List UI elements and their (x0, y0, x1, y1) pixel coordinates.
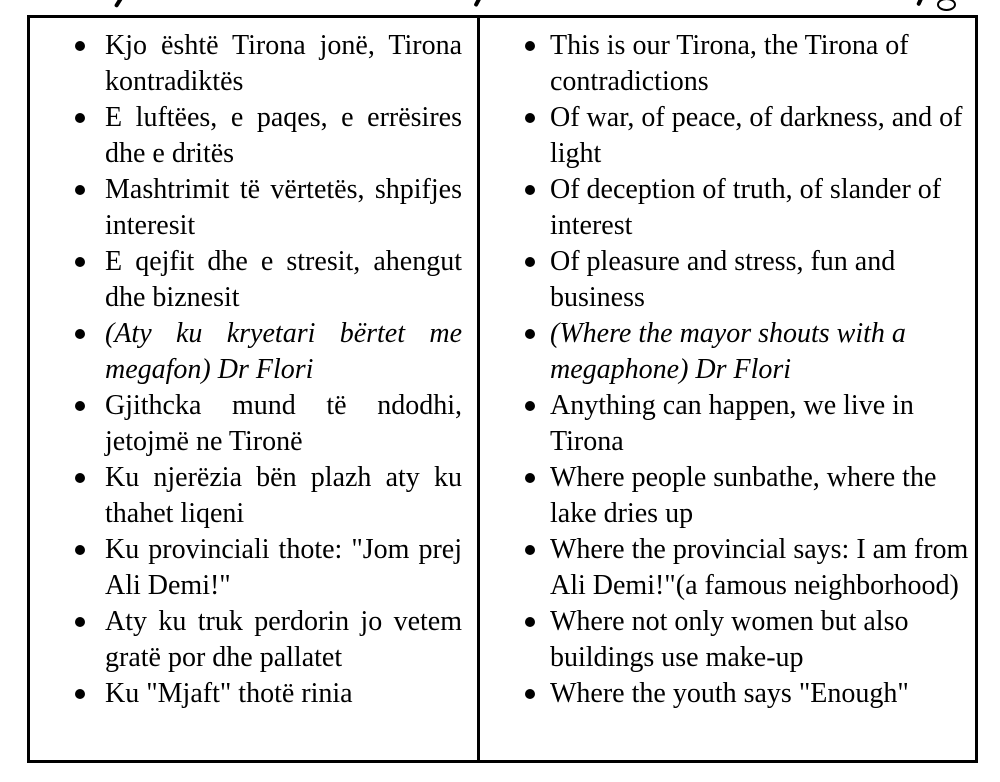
bullet-icon (525, 689, 535, 699)
text-line: jetojmë ne Tironë (105, 426, 303, 457)
bullet-icon (525, 41, 535, 51)
list-item (75, 316, 462, 388)
list-item (525, 460, 969, 532)
table-cell-albanian (30, 18, 477, 760)
text-line: Anything can happen, we live in (550, 390, 914, 421)
text-line: Ali Demi!" (105, 570, 231, 601)
text-line: E qejfit dhe e stresit, ahengut (105, 246, 462, 277)
list-item (525, 316, 969, 388)
text-line: (Where the mayor shouts with a (550, 318, 906, 349)
list-item (525, 604, 969, 676)
text-line: light (550, 138, 602, 169)
list-item (525, 676, 969, 712)
list-item (525, 388, 969, 460)
text-line: interesit (105, 210, 196, 241)
text-line: Where not only women but also (550, 606, 909, 637)
bullet-icon (525, 113, 535, 123)
text-line: thahet liqeni (105, 498, 245, 529)
list-item (75, 172, 462, 244)
bullet-icon (75, 257, 85, 267)
clipped-text-fragment (473, 0, 482, 7)
text-line: contradictions (550, 66, 709, 97)
lyrics-list-english (525, 28, 969, 712)
text-line: business (550, 282, 645, 313)
list-item (75, 532, 462, 604)
clipped-text-fragment (916, 0, 924, 6)
list-item (75, 388, 462, 460)
text-line: Where people sunbathe, where the (550, 462, 937, 493)
text-line: Mashtrimit të vërtetës, shpifjes (105, 174, 462, 205)
bullet-icon (75, 41, 85, 51)
text-line: Of deception of truth, of slander of (550, 174, 942, 205)
text-line: interest (550, 210, 633, 241)
list-item (75, 460, 462, 532)
list-item (525, 244, 969, 316)
text-line: Ku provinciali thote: "Jom prej (105, 534, 462, 565)
bullet-icon (525, 545, 535, 555)
bullet-icon (75, 185, 85, 195)
list-item (75, 676, 462, 712)
text-line: kontradiktës (105, 66, 244, 97)
bullet-icon (525, 473, 535, 483)
bullet-icon (75, 545, 85, 555)
text-line: dhe biznesit (105, 282, 240, 313)
text-line: lake dries up (550, 498, 694, 529)
text-line: Of pleasure and stress, fun and (550, 246, 896, 277)
table-cell-english (477, 18, 975, 760)
list-item (75, 244, 462, 316)
bullet-icon (525, 401, 535, 411)
text-line: gratë por dhe pallatet (105, 642, 343, 673)
list-item (525, 28, 969, 100)
text-line: Tirona (550, 426, 624, 457)
bullet-icon (75, 113, 85, 123)
text-line: Ali Demi!"(a famous neighborhood) (550, 570, 959, 601)
text-line: megaphone) Dr Flori (550, 354, 792, 385)
bullet-icon (75, 329, 85, 339)
list-item (525, 172, 969, 244)
text-line: Aty ku truk perdorin jo vetem (105, 606, 462, 637)
bullet-icon (525, 617, 535, 627)
text-line: dhe e dritës (105, 138, 235, 169)
list-item (75, 28, 462, 100)
list-item (75, 100, 462, 172)
text-line: Where the youth says "Enough" (550, 678, 909, 709)
text-line: Kjo është Tirona jonë, Tirona (105, 30, 462, 61)
text-line: (Aty ku kryetari bërtet me (105, 318, 462, 349)
text-line: This is our Tirona, the Tirona of (550, 30, 909, 61)
bullet-icon (525, 185, 535, 195)
text-line: Where the provincial says: I am from (550, 534, 969, 565)
bullet-icon (525, 257, 535, 267)
list-item (525, 100, 969, 172)
text-line: Ku "Mjaft" thotë rinia (105, 678, 353, 709)
text-line: buildings use make-up (550, 642, 804, 673)
lyrics-table (27, 15, 978, 763)
lyrics-list-albanian (75, 28, 462, 712)
bullet-icon (75, 617, 85, 627)
clipped-text-fragment (937, 0, 956, 11)
text-line: Of war, of peace, of darkness, and of (550, 102, 963, 133)
bullet-icon (75, 689, 85, 699)
text-line: Ku njerëzia bën plazh aty ku (105, 462, 462, 493)
list-item (75, 604, 462, 676)
text-line: megafon) Dr Flori (105, 354, 314, 385)
clipped-text-fragment (114, 0, 124, 8)
list-item (525, 532, 969, 604)
text-line: E luftëes, e paqes, e errësires (105, 102, 462, 133)
bullet-icon (75, 473, 85, 483)
bullet-icon (525, 329, 535, 339)
text-line: Gjithcka mund të ndodhi, (105, 390, 462, 421)
bullet-icon (75, 401, 85, 411)
